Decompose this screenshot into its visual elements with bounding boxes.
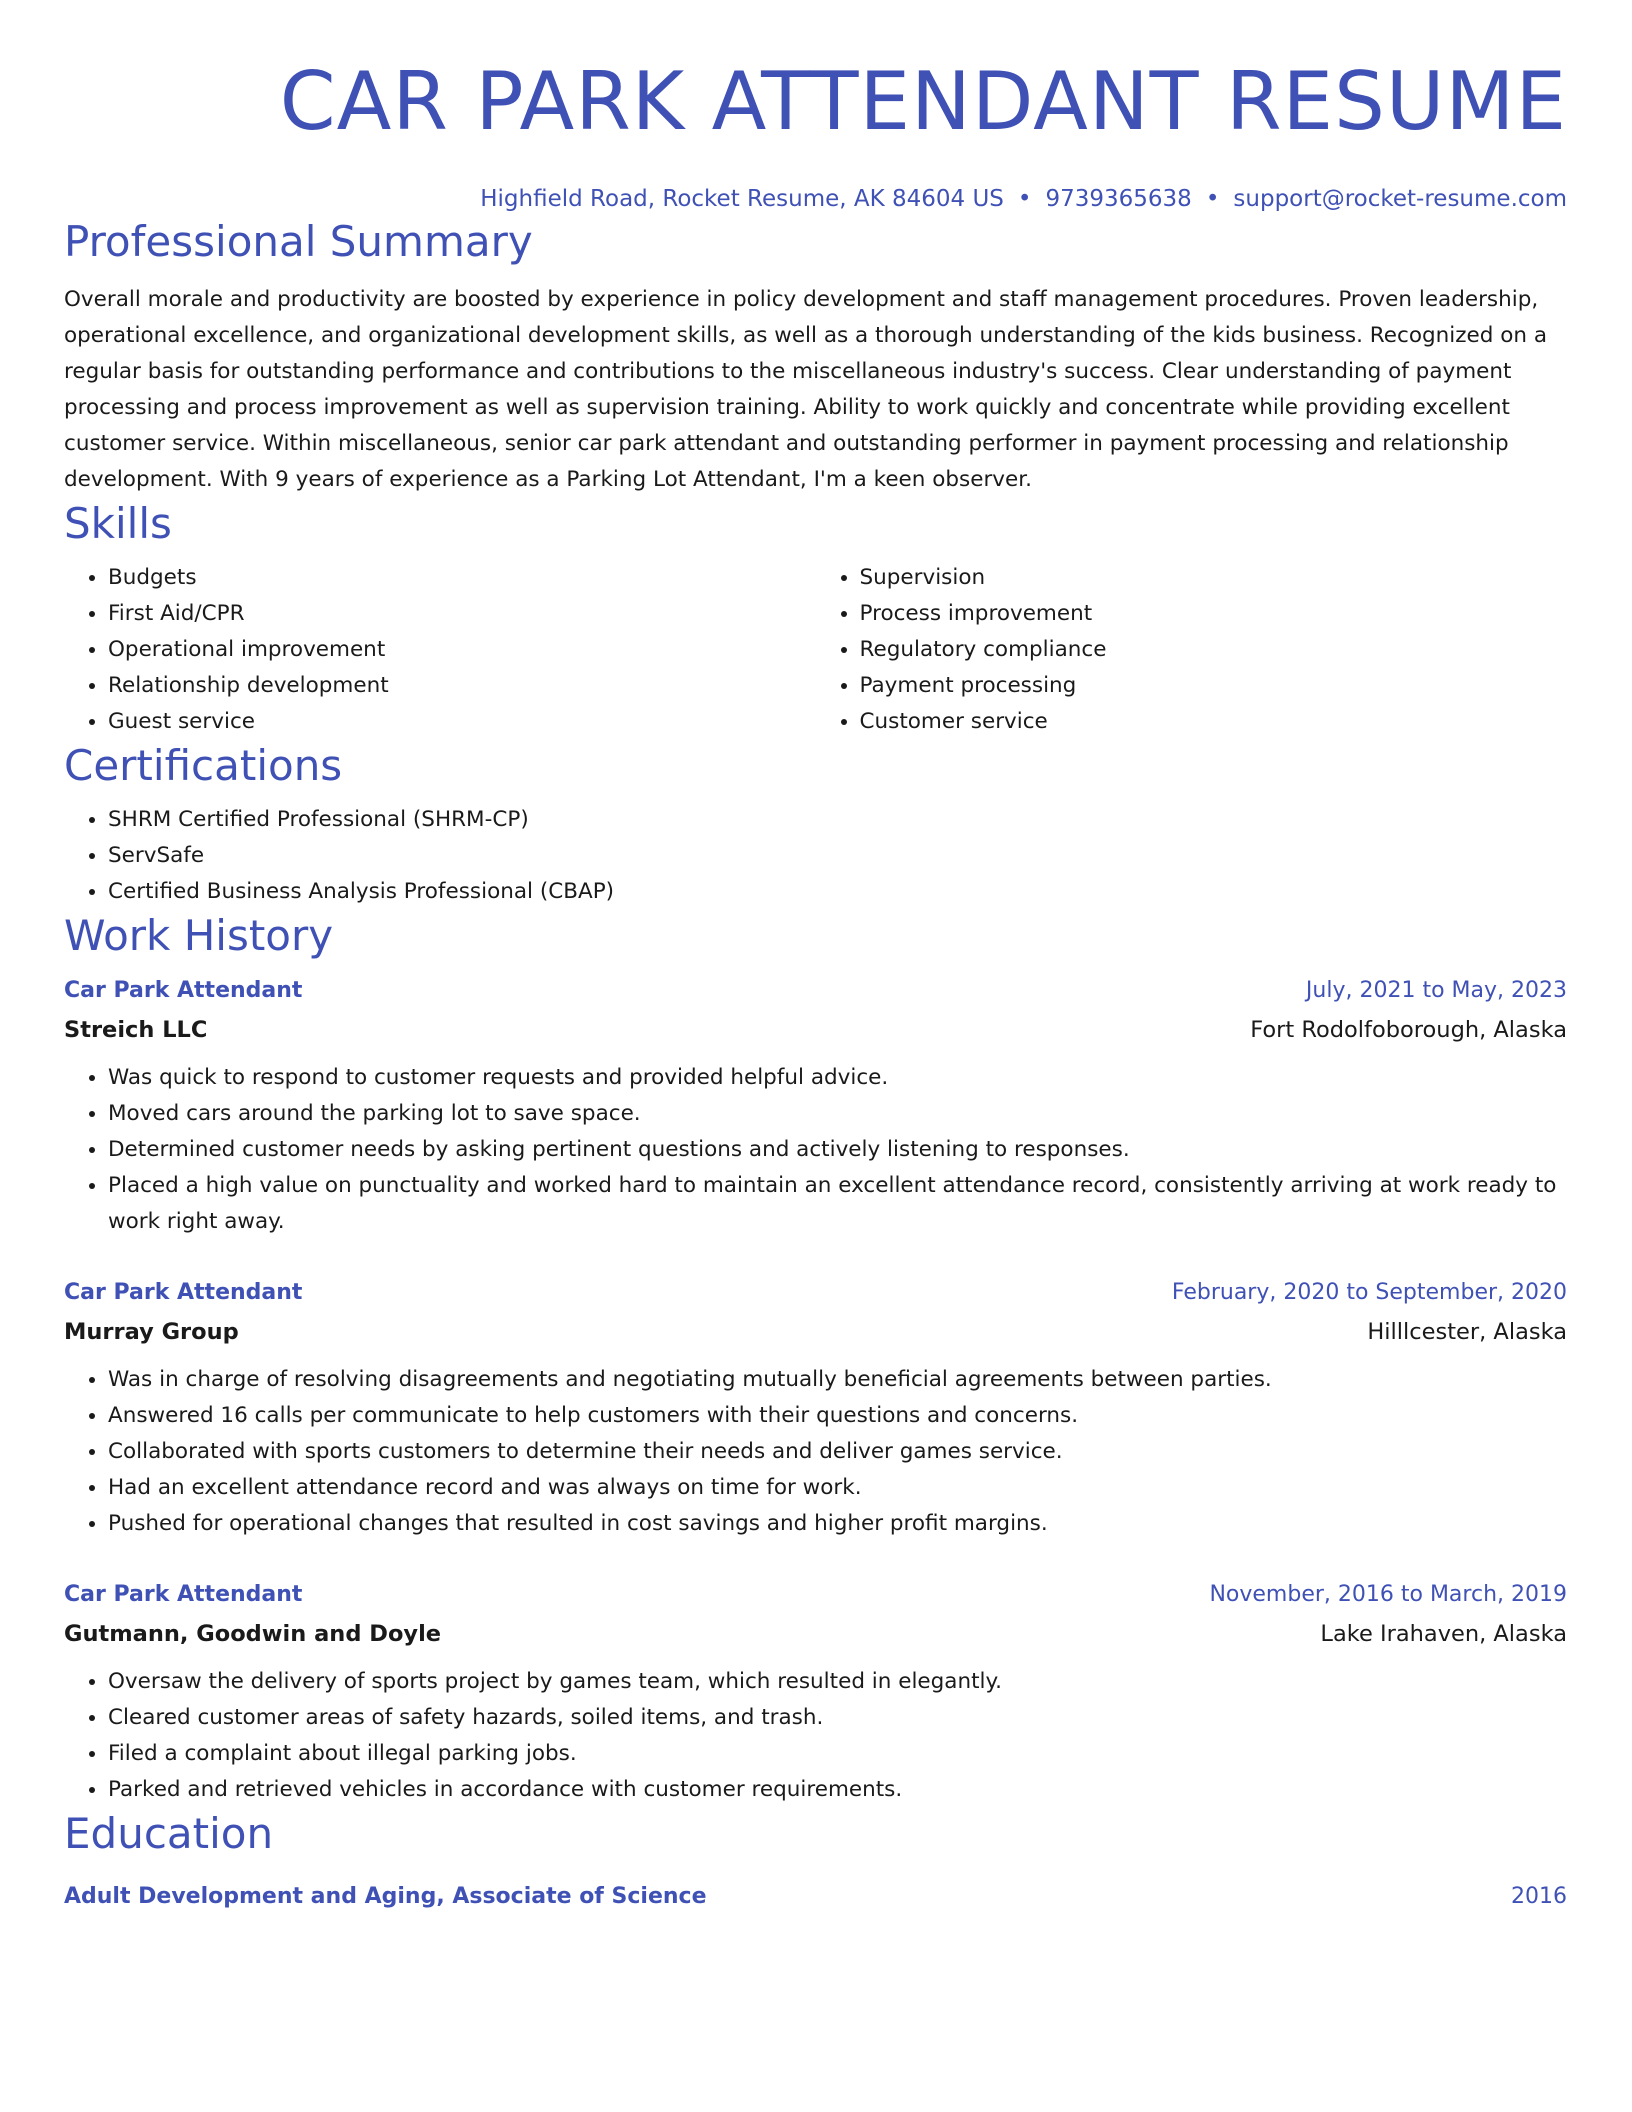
job-entry bbox=[64, 1576, 1567, 1808]
job-title-row bbox=[64, 1576, 1567, 1614]
skill-item: • Customer service bbox=[860, 704, 1568, 740]
skill-item: • Operational improvement bbox=[108, 632, 816, 668]
duty-item: • Oversaw the delivery of sports project by games team, which resulted in elegantly. bbox=[108, 1664, 1567, 1700]
job-company: Murray Group bbox=[64, 1319, 239, 1345]
skill-item: • Regulatory compliance bbox=[860, 632, 1568, 668]
job-duties bbox=[64, 1362, 1567, 1542]
duty-item: • Cleared customer areas of safety hazards, soiled items, and trash. bbox=[108, 1700, 1567, 1736]
skill-item: • Payment processing bbox=[860, 668, 1568, 704]
job-company: Gutmann, Goodwin and Doyle bbox=[64, 1621, 442, 1647]
duty-item: • Filed a complaint about illegal parking jobs. bbox=[108, 1736, 1567, 1772]
duty-item: • Collaborated with sports customers to determine their needs and deliver games service. bbox=[108, 1434, 1567, 1470]
education-year: 2016 bbox=[1511, 1884, 1567, 1909]
job-entry bbox=[64, 1274, 1567, 1542]
job-entry bbox=[64, 972, 1567, 1240]
certifications-heading: Certifications bbox=[64, 741, 343, 790]
contact-separator: • bbox=[1017, 186, 1032, 212]
education-heading: Education bbox=[64, 1809, 274, 1858]
education-row bbox=[64, 1878, 1567, 1916]
education-degree: Adult Development and Aging, Associate of Science bbox=[64, 1884, 707, 1909]
duty-item: • Was in charge of resolving disagreements and negotiating mutually beneficial agreements between parties. bbox=[108, 1362, 1567, 1398]
job-duties bbox=[64, 1060, 1567, 1240]
job-location: Hilllcester, Alaska bbox=[1367, 1319, 1567, 1345]
certifications-list bbox=[64, 802, 1567, 910]
contact-line bbox=[64, 182, 1567, 216]
job-location: Lake Irahaven, Alaska bbox=[1320, 1621, 1567, 1647]
skills-left-list bbox=[64, 560, 816, 740]
skill-item: • Supervision bbox=[860, 560, 1568, 596]
duty-item: • Moved cars around the parking lot to save space. bbox=[108, 1096, 1567, 1132]
skills-right-list bbox=[816, 560, 1568, 740]
job-company-row bbox=[64, 1614, 1567, 1654]
job-duties bbox=[64, 1664, 1567, 1808]
duty-item: • Pushed for operational changes that resulted in cost savings and higher profit margins. bbox=[108, 1506, 1567, 1542]
job-title-row bbox=[64, 972, 1567, 1010]
duty-item: • Parked and retrieved vehicles in accordance with customer requirements. bbox=[108, 1772, 1567, 1808]
contact-address: Highfield Road, Rocket Resume, AK 84604 US bbox=[480, 186, 1004, 212]
skill-item: • First Aid/CPR bbox=[108, 596, 816, 632]
job-company: Streich LLC bbox=[64, 1017, 208, 1043]
skills-columns bbox=[64, 560, 1567, 740]
certification-item: • ServSafe bbox=[108, 838, 1567, 874]
job-title-row bbox=[64, 1274, 1567, 1312]
skill-item: • Process improvement bbox=[860, 596, 1568, 632]
certification-item: • SHRM Certified Professional (SHRM-CP) bbox=[108, 802, 1567, 838]
work-history-heading: Work History bbox=[64, 911, 334, 960]
skills-heading: Skills bbox=[64, 499, 172, 548]
duty-item: • Had an excellent attendance record and was always on time for work. bbox=[108, 1470, 1567, 1506]
job-location: Fort Rodolfoborough, Alaska bbox=[1250, 1017, 1567, 1043]
contact-email: support@rocket-resume.com bbox=[1233, 186, 1567, 212]
job-title: Car Park Attendant bbox=[64, 1582, 303, 1607]
summary-text: Overall morale and productivity are boosted by experience in policy development and staff management procedures. Proven leadership, operational excellence, and organizational development skills, as well as a thorough understanding of the kids business. Recognized on a regular basis for outstanding performance and contributions to the miscellaneous industry's success. Clear understanding of payment processing and process improvement as well as supervision training. Ability to work quickly and concentrate while providing excellent customer service. Within miscellaneous, senior car park attendant and outstanding performer in payment processing and relationship development. With 9 years of experience as a Parking Lot Attendant, I'm a keen observer. bbox=[64, 287, 1548, 492]
certification-item: • Certified Business Analysis Professional (CBAP) bbox=[108, 874, 1567, 910]
contact-phone: 9739365638 bbox=[1045, 186, 1192, 212]
duty-item: • Placed a high value on punctuality and worked hard to maintain an excellent attendance record, consistently arriving at work ready to work right away. bbox=[108, 1168, 1567, 1240]
job-dates: November, 2016 to March, 2019 bbox=[1209, 1582, 1567, 1607]
contact-separator: • bbox=[1205, 186, 1220, 212]
resume-title: CAR PARK ATTENDANT RESUME bbox=[279, 55, 1567, 148]
job-dates: February, 2020 to September, 2020 bbox=[1171, 1280, 1567, 1305]
skill-item: • Budgets bbox=[108, 560, 816, 596]
skill-item: • Guest service bbox=[108, 704, 816, 740]
skill-item: • Relationship development bbox=[108, 668, 816, 704]
job-dates: July, 2021 to May, 2023 bbox=[1305, 978, 1567, 1003]
duty-item: • Was quick to respond to customer requests and provided helpful advice. bbox=[108, 1060, 1567, 1096]
summary-heading: Professional Summary bbox=[64, 217, 533, 266]
job-company-row bbox=[64, 1312, 1567, 1352]
duty-item: • Answered 16 calls per communicate to help customers with their questions and concerns. bbox=[108, 1398, 1567, 1434]
job-title: Car Park Attendant bbox=[64, 1280, 303, 1305]
job-title: Car Park Attendant bbox=[64, 978, 303, 1003]
job-company-row bbox=[64, 1010, 1567, 1050]
duty-item: • Determined customer needs by asking pertinent questions and actively listening to responses. bbox=[108, 1132, 1567, 1168]
